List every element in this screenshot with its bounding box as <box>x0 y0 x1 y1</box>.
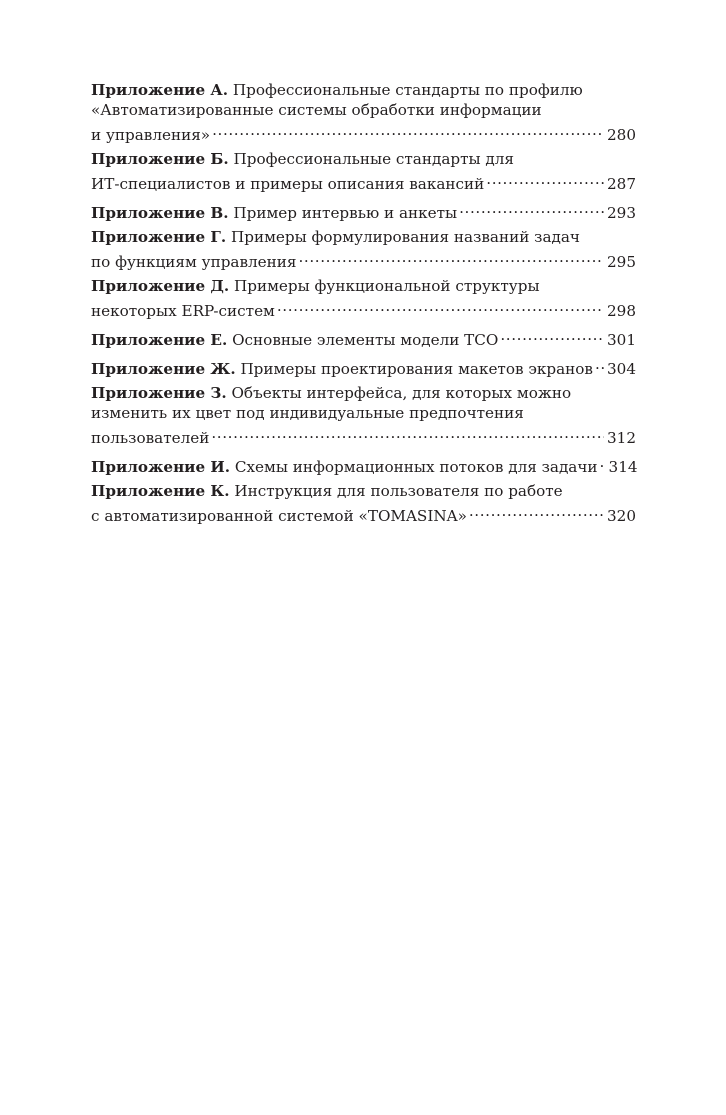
toc-entry[interactable] <box>91 354 636 379</box>
dot-leader <box>484 169 604 189</box>
toc-entry-line <box>91 80 636 100</box>
toc-entry-text <box>91 457 598 477</box>
toc-entry-text <box>91 203 457 223</box>
toc-entry-text <box>91 384 571 402</box>
dot-leader <box>457 198 604 218</box>
toc-entry-text <box>91 506 467 526</box>
dot-leader <box>209 423 604 443</box>
toc-entry-line <box>91 403 636 423</box>
appendix-label: Приложение К. <box>91 482 230 500</box>
toc-entry[interactable] <box>91 276 636 321</box>
toc-entry-text <box>91 330 498 350</box>
toc-entry[interactable] <box>91 481 636 526</box>
toc-entry-last-line <box>91 169 636 194</box>
toc-entry-text <box>91 81 583 99</box>
toc-entry-text <box>91 174 484 194</box>
toc-entry-text <box>91 125 210 145</box>
appendix-title-line: некоторых ERP-систем <box>91 302 275 320</box>
appendix-title-line: Схемы информационных потоков для задачи <box>234 458 598 476</box>
toc-entry-last-line <box>91 198 636 223</box>
toc-entry-last-line <box>91 501 636 526</box>
appendix-title-line: Примеры проектирования макетов экранов <box>240 360 593 378</box>
appendix-label: Приложение Д. <box>91 277 230 295</box>
toc-entry-text <box>91 428 209 448</box>
toc-entry[interactable] <box>91 80 636 145</box>
dot-leader <box>598 452 606 472</box>
appendix-title-line: Пример интервью и анкеты <box>233 204 458 222</box>
page-number: 314 <box>608 458 638 476</box>
appendix-title-line: Основные элементы модели TCO <box>232 331 499 349</box>
toc-entry-last-line <box>91 120 636 145</box>
appendix-title-line: Объекты интерфейса, для которых можно <box>231 384 572 402</box>
page-number: 280 <box>607 126 636 144</box>
appendix-title-line: пользователей <box>91 429 210 447</box>
toc-entry[interactable] <box>91 227 636 272</box>
toc-entry[interactable] <box>91 149 636 194</box>
toc-entry-line <box>91 227 636 247</box>
dot-leader <box>498 325 604 345</box>
page-number: 312 <box>607 429 636 447</box>
appendix-title-line: с автоматизированной системой «TOMASINA» <box>91 507 467 525</box>
appendix-title-line: по функциям управления <box>91 253 297 271</box>
toc-entry-line <box>91 481 636 501</box>
toc-entry-last-line <box>91 423 636 448</box>
page-number: 287 <box>607 175 636 193</box>
toc-entry[interactable] <box>91 383 636 448</box>
toc-entry-line <box>91 149 636 169</box>
toc-entry-last-line <box>91 247 636 272</box>
table-of-contents <box>91 80 636 530</box>
toc-entry-last-line <box>91 354 636 379</box>
toc-entry-line <box>91 100 636 120</box>
appendix-label: Приложение В. <box>91 204 229 222</box>
page-number: 293 <box>607 204 636 222</box>
appendix-title-line: Примеры функциональной структуры <box>234 277 540 295</box>
appendix-label: Приложение И. <box>91 458 231 476</box>
toc-entry-text <box>91 150 514 168</box>
toc-entry-text <box>91 101 542 119</box>
toc-entry-last-line <box>91 452 636 477</box>
appendix-title-line: Инструкция для пользователя по работе <box>234 482 563 500</box>
appendix-title-line: Примеры формулирования названий задач <box>231 228 580 246</box>
dot-leader <box>297 247 605 267</box>
toc-entry-line <box>91 383 636 403</box>
appendix-title-line: «Автоматизированные системы обработки информации <box>91 101 542 119</box>
dot-leader <box>467 501 604 521</box>
appendix-label: Приложение Ж. <box>91 360 236 378</box>
toc-entry-last-line <box>91 325 636 350</box>
toc-entry-text <box>91 404 524 422</box>
toc-entry-text <box>91 301 275 321</box>
page-number: 301 <box>607 331 636 349</box>
toc-entry-text <box>91 277 540 295</box>
toc-entry-last-line <box>91 296 636 321</box>
appendix-title-line: Профессиональные стандарты по профилю <box>232 81 583 99</box>
appendix-title-line: ИТ-специалистов и примеры описания вакансий <box>91 175 485 193</box>
dot-leader <box>593 354 604 374</box>
appendix-label: Приложение Г. <box>91 228 227 246</box>
appendix-label: Приложение Б. <box>91 150 229 168</box>
toc-entry-text <box>91 482 563 500</box>
appendix-label: Приложение А. <box>91 81 229 99</box>
dot-leader <box>275 296 604 316</box>
appendix-title-line: и управления» <box>91 126 211 144</box>
toc-entry-text <box>91 228 580 246</box>
dot-leader <box>210 120 604 140</box>
appendix-label: Приложение З. <box>91 384 227 402</box>
toc-entry[interactable] <box>91 325 636 350</box>
toc-entry-text <box>91 252 297 272</box>
appendix-label: Приложение Е. <box>91 331 228 349</box>
appendix-title-line: изменить их цвет под индивидуальные предпочтения <box>91 404 524 422</box>
toc-entry[interactable] <box>91 198 636 223</box>
page-number: 298 <box>607 302 636 320</box>
page-number: 304 <box>607 360 636 378</box>
toc-entry-text <box>91 359 593 379</box>
page-number: 320 <box>607 507 636 525</box>
toc-entry[interactable] <box>91 452 636 477</box>
toc-entry-line <box>91 276 636 296</box>
appendix-title-line: Профессиональные стандарты для <box>233 150 514 168</box>
page-number: 295 <box>607 253 636 271</box>
